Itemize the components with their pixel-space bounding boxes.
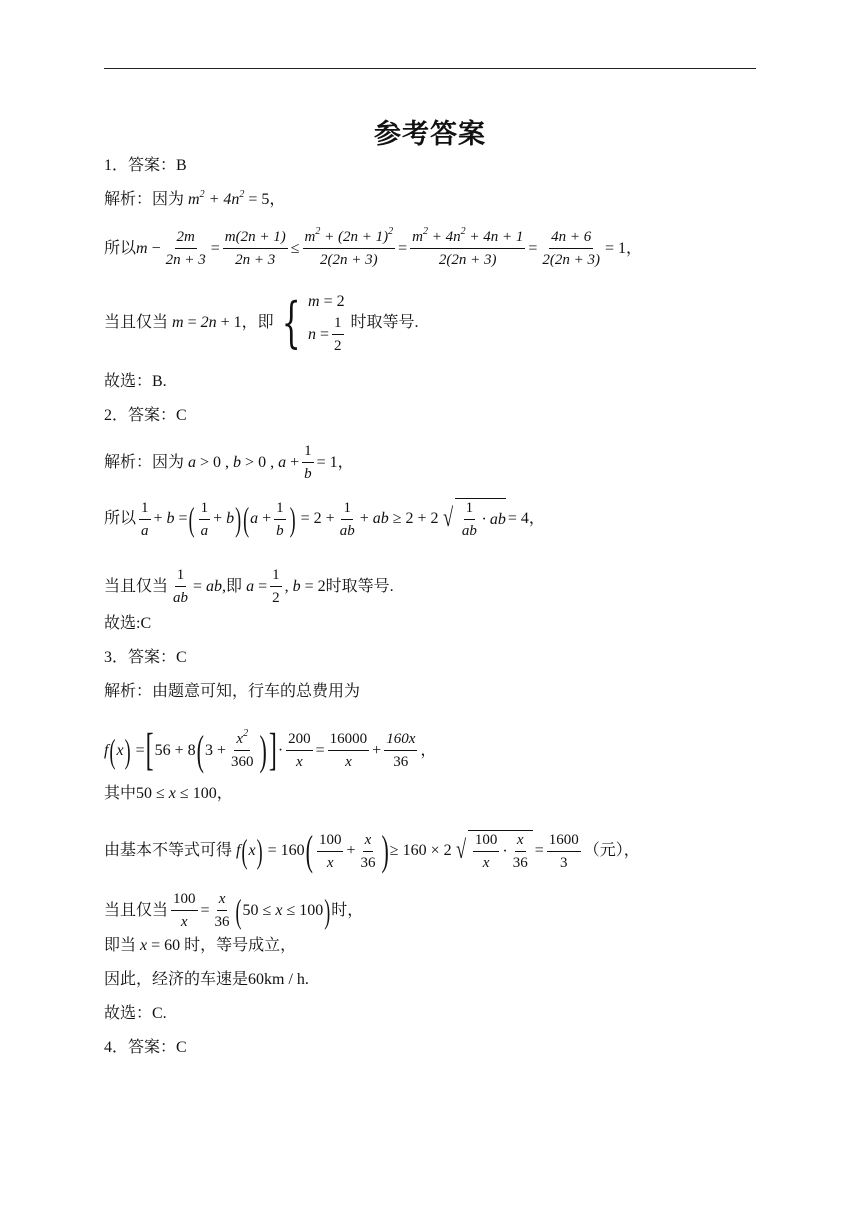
q2-derivation: 所以 $\frac{1}{a}$ + b = ( $\frac{1}{a}$ + b ) ( a + $\frac{1}{b}$ ) = 2 + $\frac{1}{ab}$ + ab ≥ 2 + 2 √ $\frac{1}{ab}$ · ab = 4， <box>104 499 545 539</box>
q2-equality-condition: 当且仅当 $\frac{1}{ab}$ = ab ,即 a = $\frac{1}{2}$ , b = 2 时取等号. <box>104 567 394 606</box>
q3-result: 因此，经济的车速是 60km / h . <box>104 971 309 988</box>
q3-cost-function: f ( x ) = [ 56 + 8 ( 3 + $\frac{x^2}{360}$ ) ] · $\frac{200}{x}$ = $\frac{16000}{x}$ + $\frac{160x}{36}$ ， <box>104 725 437 776</box>
q3-intro: 解析：由题意可知，行车的总费用为 <box>104 683 361 700</box>
header-rule <box>104 68 756 69</box>
q2-answer: 2．答案：C <box>104 407 187 424</box>
q2-given: 解析：因为 a > 0 , b > 0 , a + $\frac{1}{b}$ = 1， <box>104 443 354 482</box>
q1-answer: 1．答案：B <box>104 157 187 174</box>
q4-answer: 4．答案：C <box>104 1039 187 1056</box>
q3-equality-condition: 当且仅当 $\frac{100}{x}$ = $\frac{x}{36}$ ( 50 ≤ x ≤ 100 ) 时， <box>104 891 364 930</box>
q2-conclusion: 故选:C <box>104 615 152 632</box>
page-title: 参考答案 <box>374 119 486 150</box>
q3-domain: 其中 50 ≤ x ≤ 100 ， <box>104 785 233 802</box>
q1-given: 解析：因为 $m^2 + 4n^2 = 5$ ， <box>104 189 286 208</box>
q1-equality-condition: 当且仅当 m = 2n + 1 ，即 { m = 2 n = $\frac{1}{2}$ 时取等号. <box>104 290 419 354</box>
q3-answer: 3．答案：C <box>104 649 187 666</box>
q3-inequality: 由基本不等式可得 f ( x ) = 160 ( $\frac{100}{x}$ + $\frac{x}{36}$ ) ≥ 160 × 2 √ $\frac{100}{x}$ · $\frac{x}{36}$ = $\frac{1600}{3}$ （元）， <box>104 826 640 874</box>
q1-conclusion: 故选：B. <box>104 373 167 390</box>
q3-equality-value: 即当 x = 60 时，等号成立， <box>104 937 297 954</box>
q1-derivation: 所以 m − $\frac{2m}{2n + 3}$ = $\frac{m(2n + 1)}{2n + 3}$ ≤ $\frac{m^2 + (2n + 1)^2}{2(2n + 3)}$ = $\frac{m^2 + 4n^2 + 4n + 1}{2(2n + 3)}$ = $\frac{4n + 6}{2(2n + 3)}$ = 1， <box>104 226 643 268</box>
q3-conclusion: 故选：C. <box>104 1005 167 1022</box>
